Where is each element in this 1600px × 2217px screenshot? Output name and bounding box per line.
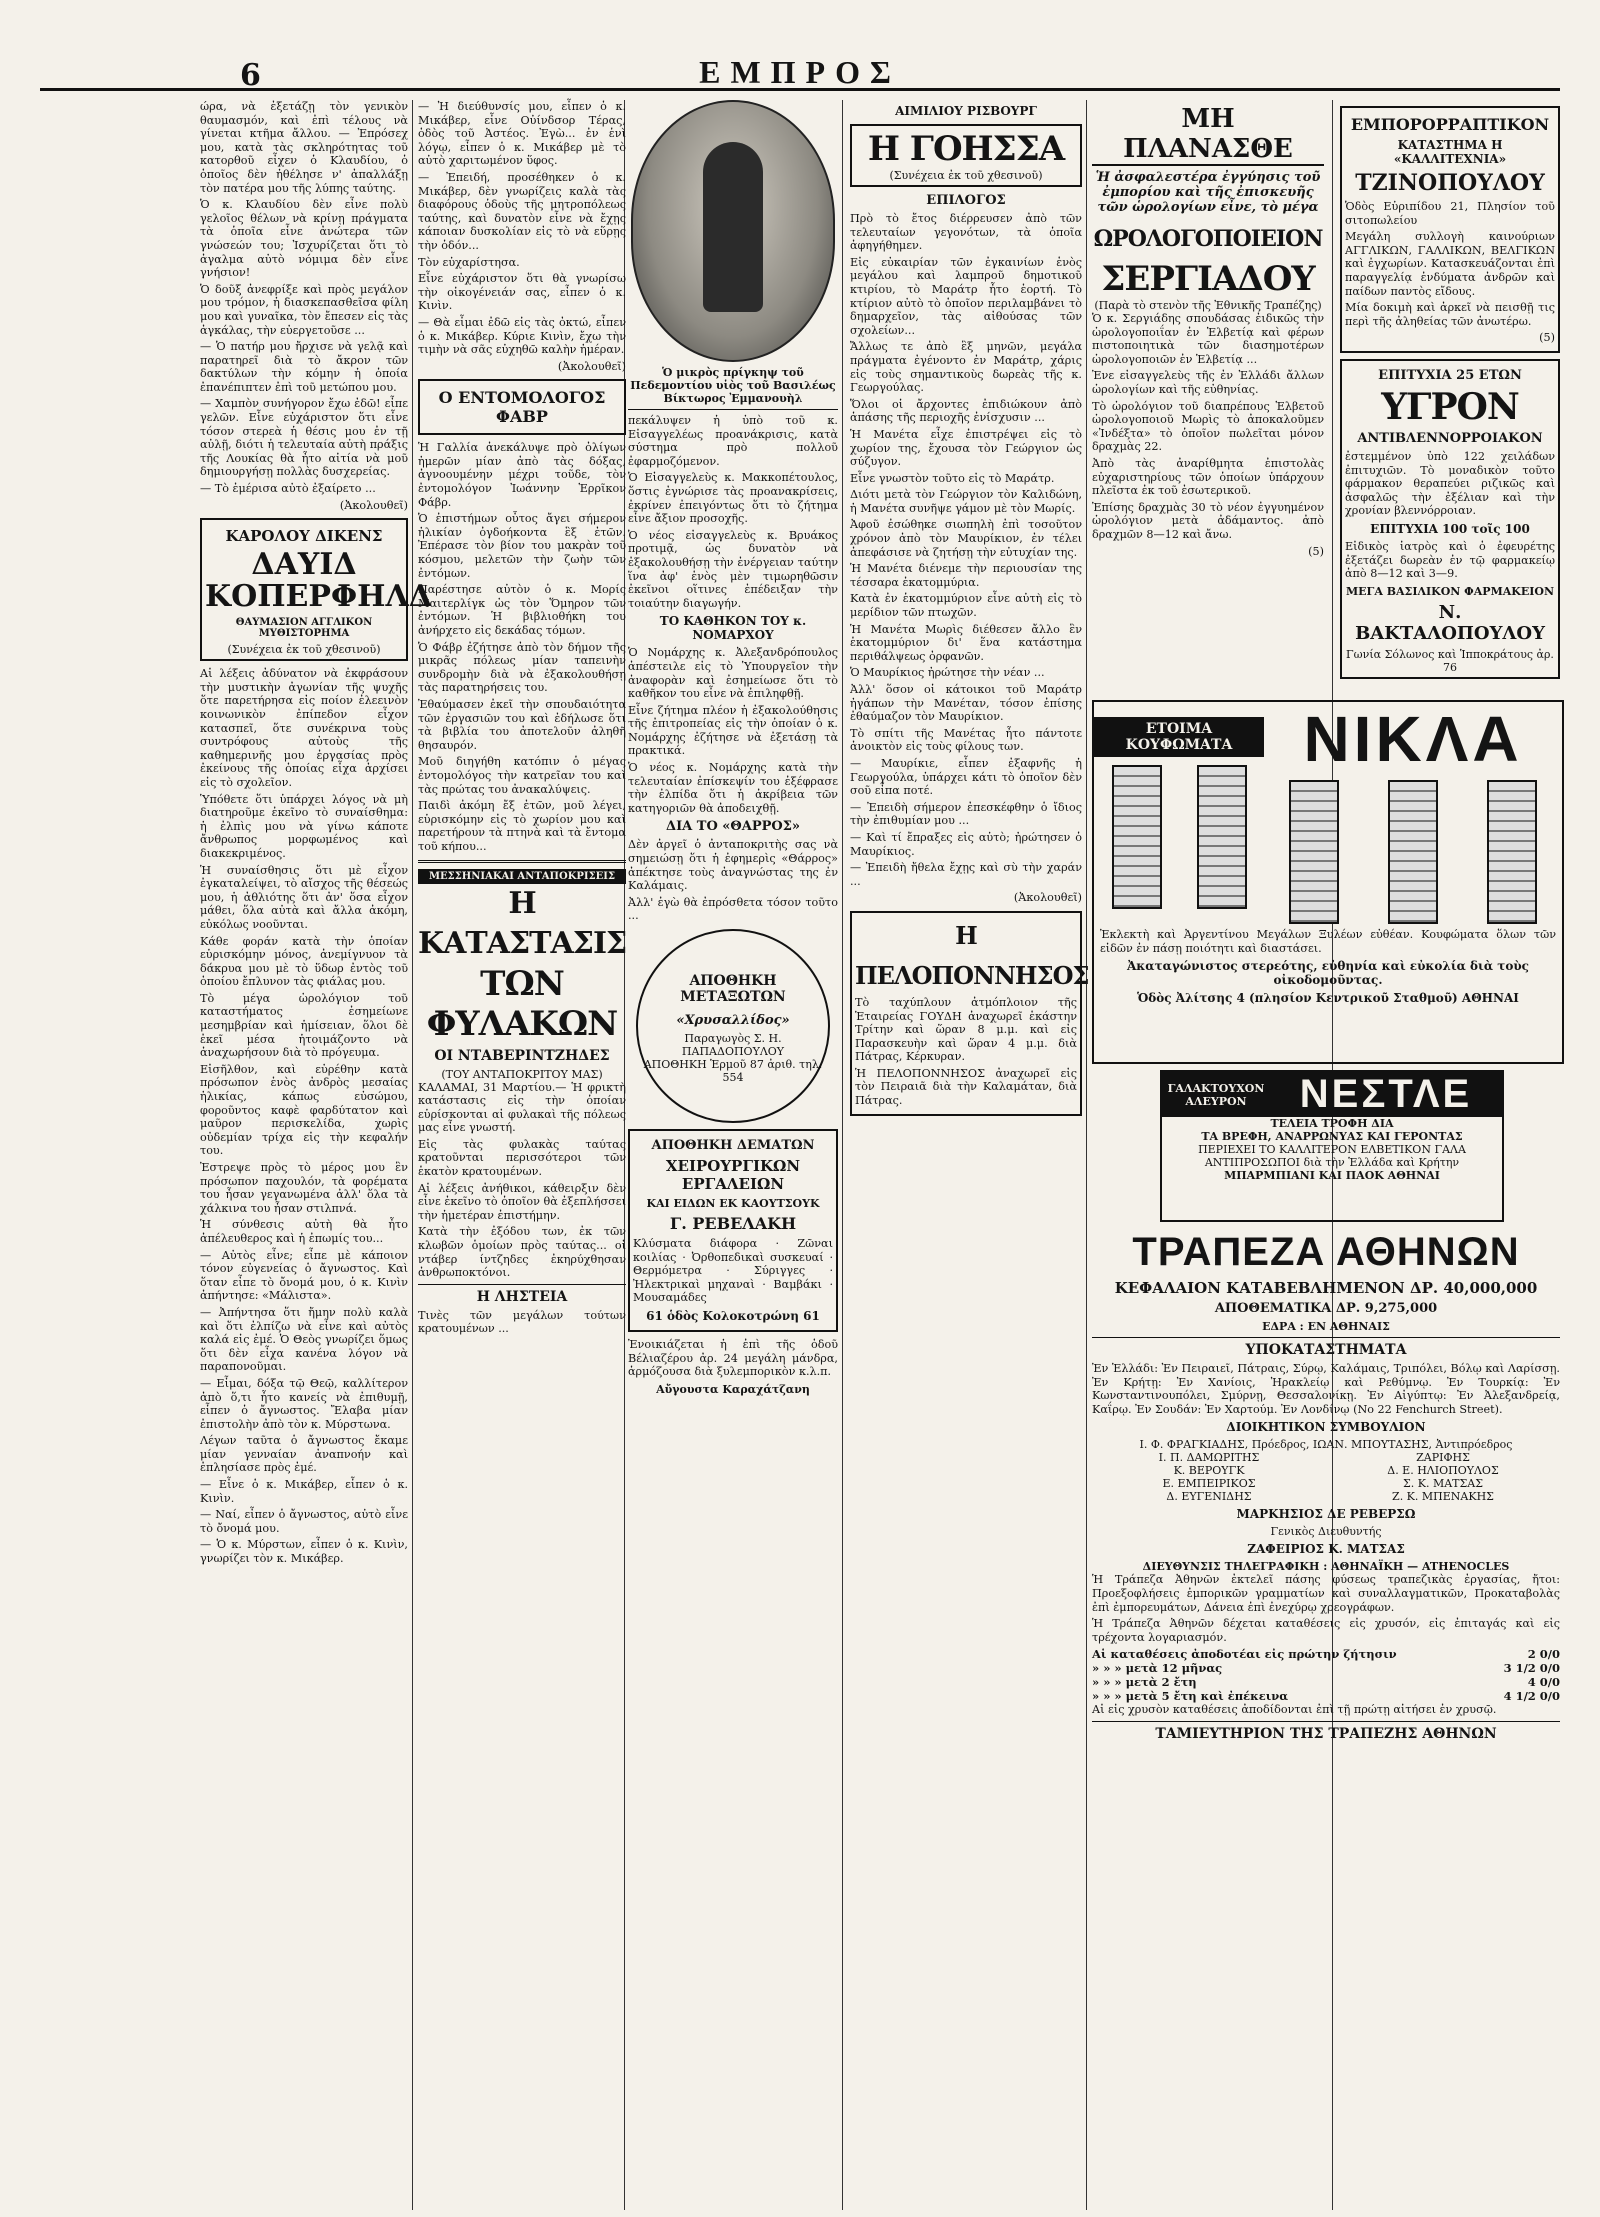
branches-heading: ΥΠΟΚΑΤΑΣΤΗΜΑΤΑ xyxy=(1245,1342,1407,1358)
paragraph: — Ἐπειδὴ σήμερον ἐπεσκέφθην ὁ ἴδιος τὴν ἐπιθυμίαν μου ... xyxy=(850,800,1082,828)
paragraph: Ὁδὸς Εὐριπίδου 21, Πλησίον τοῦ σιτοπωλείου xyxy=(1345,200,1555,227)
board-member: ΖΑΡΙΦΗΣ xyxy=(1416,1451,1470,1465)
paragraph: Μεγάλη συλλογὴ καινούριων ΑΓΓΛΙΚΩΝ, ΓΑΛΛΙΚΩΝ, ΒΕΛΓΙΚΩΝ καὶ ἐγχωρίων. Κατασκευάζονται ἐπὶ παραγγελίᾳ ἐνδύματα ἀνδρῶν καὶ παίδων παντὸς εἴδους. xyxy=(1345,230,1555,298)
bank-capital: ΚΕΦΑΛΑΙΟΝ ΚΑΤΑΒΕΒΛΗΜΕΝΟΝ ΔΡ. 40,000,000 xyxy=(1114,1279,1538,1297)
telegraph-address: ΔΙΕΥΘΥΝΣΙΣ ΤΗΛΕΓΡΑΦΙΚΗ : ΑΘΗΝΑΪΚΗ — ATHENOCLES xyxy=(1142,1560,1510,1574)
paragraph: Ἐθαύμασεν ἐκεῖ τὴν σπουδαιότητα τῶν ἐργασιῶν του καὶ ἐδήλωσε ὅτι τὰ βιβλία του ἀποτελοῦν ἀληθῆ θησαυρόν. xyxy=(418,697,626,752)
paragraph: Ἐπίσης δραχμὰς 30 τὸ νέον ἐγγυημένον ὡρολόγιον μετὰ ἀδάμαντος. ἀπὸ δραχμῶν 8—12 καὶ ἄνω. xyxy=(1092,500,1324,541)
board-member: Δ. Ε. ΗΛΙΟΠΟΥΛΟΣ xyxy=(1387,1464,1499,1478)
general-director-label: Γενικὸς Διευθυντής xyxy=(1270,1525,1382,1539)
rate-value: 4 0/0 xyxy=(1527,1675,1560,1690)
ad-tagline: Ἡ ἀσφαλεστέρα ἐγγύησις τοῦ ἐμπορίου καὶ τῆς ἐπισκευῆς τῶν ὡρολογίων εἶνε, τὸ μέγα xyxy=(1095,170,1321,215)
paragraph: Λέγων ταῦτα ὁ ἄγνωστος ἔκαμε μίαν γενναίαν ἀναπνοήν καὶ ἐπλησίασε πρὸς ἐμέ. xyxy=(200,1434,408,1475)
store-name: «Χρυσαλλίδος» xyxy=(676,1012,790,1028)
section-title-box xyxy=(418,379,626,435)
serial-header xyxy=(850,124,1082,187)
surgical-store-ad xyxy=(628,1129,838,1332)
paragraph: Ὁ Μαυρίκιος ἠρώτησε τὴν νέαν ... xyxy=(850,666,1045,680)
branches-list: Ἐν Ἑλλάδι: Ἐν Πειραιεῖ, Πάτραις, Σύρῳ, Καλάμαις, Τριπόλει, Βόλῳ καὶ Λαρίσσῃ. Ἐν Κρήτῃ: Ἐν Χανίοις, Ἡρακλείῳ καὶ Ρεθύμνῳ. Ἐν Τουρκίᾳ: Ἐν Κωνσταντινουπόλει, Σμύρνῃ, Θεσσαλονίκῃ. Ἐν Αἰγύπτῳ: Ἐν Ἀλεξανδρείᾳ, Καΐρῳ. Ἐν Σουδάν: Ἐν Χαρτούμ. Ἐν Λονδίνῳ (No 22 Fenchurch Street). xyxy=(1092,1362,1560,1416)
paragraph: Ἀπὸ τὰς ἀναρίθμητα ἐπιστολὰς εὐχαριστηρίους τῶν ὁποίων ὑπάρχουν πλεῖστα ἐκ τοῦ ἐσωτερικοῦ. xyxy=(1092,456,1324,498)
ad-title: ΑΠΟΘΗΚΗ ΔΕΜΑΤΩΝ xyxy=(651,1138,815,1153)
paragraph: Εἶνε εὐχάριστον ὅτι θὰ γνωρίσω τὴν οἰκογένειάν σας, εἶπεν ὁ κ. Κινὶν. xyxy=(418,272,626,313)
serial-subtitle: ΘΑΥΜΑΣΙΟΝ ΑΓΓΛΙΚΟΝ ΜΥΘΙΣΤΟΡΗΜΑ xyxy=(235,617,373,640)
epilogue-heading: ΕΠΙΛΟΓΟΣ xyxy=(926,193,1006,208)
ad-subhead: ΑΝΤΙΒΛΕΝΝΟΡΡΟΙΑΚΟΝ xyxy=(1357,430,1543,446)
paragraph: Ἡ Μανέτα εἶχε ἐπιστρέψει εἰς τὸ χωρίον της, ἔχουσα τὸν Γεώργιον ὡς σύζυγον. xyxy=(850,427,1082,469)
serial-title: Η ΓΟΗΣΣΑ xyxy=(867,129,1065,169)
board-member: Ζ. Κ. ΜΠΕΝΑΚΗΣ xyxy=(1392,1490,1494,1504)
shop-title: ΩΡΟΛΟΓΟΠΟΙΕΙΟΝ xyxy=(1093,226,1323,252)
divider xyxy=(1092,1337,1560,1338)
ad-preheading: ΕΠΙΤΥΧΙΑ 25 ΕΤΩΝ xyxy=(1378,367,1522,383)
paragraph: Ὅλοι οἱ ἄρχοντες ἐπιδιώκουν ἀπὸ ἁπάσης τῆς περιοχῆς ἐνίσχυσιν ... xyxy=(850,397,1082,425)
board-member: Ι. Π. ΔΑΜΩΡΙΤΗΣ xyxy=(1158,1451,1260,1465)
pharmacy-address: Γωνία Σόλωνος καὶ Ἱπποκράτους ἀρ. 76 xyxy=(1346,647,1554,674)
rate-row xyxy=(1092,1689,1560,1703)
paragraph: Τὸ σπίτι τῆς Μανέτας ἦτο πάντοτε ἀνοικτὸν εἰς τοὺς φίλους των. xyxy=(850,726,1082,754)
door-illustration xyxy=(1264,776,1562,928)
section-title: ΔΙΑ ΤΟ «ΘΑΡΡΟΣ» xyxy=(665,819,801,835)
store-address: ΑΠΟΘΗΚΗ Ἑρμοῦ 87 ἀριθ. τηλ. 554 xyxy=(643,1057,823,1084)
paragraph: Εἶνε γνωστὸν τοῦτο εἰς τὸ Μαράτρ. xyxy=(850,471,1055,485)
board-member: Κ. ΒΕΡΟΥΓΚ xyxy=(1173,1464,1245,1478)
paragraph: — Ἐπειδὴ ἤθελα ἔχῃς καὶ σὺ τὴν χαράν ... xyxy=(850,861,1082,888)
column-3 xyxy=(628,100,838,1400)
paragraph: Εἰς εὐκαιρίαν τῶν ἐγκαινίων ἑνὸς μεγάλου καὶ λαμπροῦ δημοτικοῦ κτιρίου, τὸ Μαράτρ ἦτο ἑορτή. Τὸ κτίριον αὐτὸ τὸ ὁποῖον περιλαμβάνει τὸ δημαρχεῖον, τὰς αἰθούσας τῶν σχολείων... xyxy=(850,255,1082,337)
paragraph: Τὸν εὐχαρίστησα. xyxy=(418,255,520,269)
paragraph: — Εἶμαι, δόξα τῷ Θεῷ, καλλίτερον ἀπὸ ὅ,τι ἦτο κανείς νὰ ἐπιθυμῇ, εἶπεν ὁ ἄγνωστος. Ἔλαβα μίαν ἐπιστολὴν ἀπὸ τὸν κ. Μύρστωνα. xyxy=(200,1376,408,1431)
masthead: ΕΜΠΡΟΣ xyxy=(699,54,901,90)
rate-value: 3 1/2 0/0 xyxy=(1503,1661,1560,1676)
paragraph: Μία δοκιμὴ καὶ ἀρκεῖ νὰ πεισθῇ τις περὶ τῆς ἀληθείας τῶν ἀνωτέρω. xyxy=(1345,301,1555,328)
board-member: Δ. ΕΥΓΕΝΙΔΗΣ xyxy=(1166,1490,1252,1504)
divider xyxy=(1092,1721,1560,1722)
door-illustration xyxy=(1094,761,1264,913)
paragraph: Κατὰ ἐν ἑκατομμύριον εἶνε αὐτὴ εἰς τὸ μερίδιον τῶν πτωχῶν. xyxy=(850,592,1082,620)
pharmacy-name: Ν. ΒΑΚΤΑΛΟΠΟΥΛΟΥ xyxy=(1355,601,1545,644)
general-director: ΖΑΦΕΙΡΙΟΣ Κ. ΜΑΤΣΑΣ xyxy=(1247,1542,1405,1557)
paragraph: Ὁ κ. Σεργιάδης σπουδάσας ἐιδικῶς τὴν ὡρολογοποιΐαν ἐν Ἑλβετίᾳ καὶ φέρων πιστοποιητικὰ τῶν διασημοτέρων ὡρολογοποιῶν ἐν Ἑλβετίᾳ ... xyxy=(1092,312,1324,366)
door-icon xyxy=(1112,765,1162,909)
paragraph: Παιδὶ ἀκόμη ἔξ ἐτῶν, μοῦ λέγει, εὑρισκόμην εἰς τὸ χωρίον μου καὶ παρετήρουν τὰ πτηνὰ καὶ τὰ ἔντομα τοῦ κήπου... xyxy=(418,799,626,853)
ad-line: ΠΕΡΙΕΧΕΙ ΤΟ ΚΑΛΛΙΤΕΡΟΝ ΕΛΒΕΤΙΚΟΝ ΓΑΛΑ xyxy=(1198,1143,1466,1156)
paragraph: Τὸ μέγα ὡρολόγιον τοῦ καταστήματος ἐσημείωνε μεσημβρίαν καὶ ἡμίσειαν, ὅλοι δὲ ἐκεῖ μέσα ἡτοιμάζοντο νὰ ἀναχωρήσουν διὰ τὸ πρόγευμα. xyxy=(200,991,408,1060)
paragraph: Ἐνοικιάζεται ἡ ἐπὶ τῆς ὁδοῦ Βέλιαζέρου ἀρ. 24 μεγάλη μάνδρα, ἁρμόζουσα διὰ ξυλεμπορικὸν κ.λ.π. xyxy=(628,1337,838,1379)
rate-label: » » » μετὰ 5 ἔτη καὶ ἐπέκεινα xyxy=(1092,1689,1289,1704)
column-5 xyxy=(1092,100,1324,690)
paragraph: Ἡ Τράπεζα Ἀθηνῶν δέχεται καταθέσεις εἰς χρυσόν, εἰς ἐπιταγάς καὶ εἰς τρέχοντα λογαριασμόν. xyxy=(1092,1617,1560,1644)
paragraph: Δὲν ἀργεῖ ὁ ἀνταποκριτὴς σας νὰ σημειώσῃ ὅτι ἡ ἐφημερὶς «Θάρρος» ἀπέκτησε τοὺς ἀναγνώστας της ἐν Καλάμαις. xyxy=(628,838,838,893)
ad-label: ΕΤΟΙΜΑ ΚΟΥΦΩΜΑΤΑ xyxy=(1094,717,1264,757)
board-member: ΜΑΡΚΗΣΙΟΣ ΔΕ ΡΕΒΕΡΣΩ xyxy=(1236,1507,1416,1522)
signature: Αὔγουστα Καραχάτζανη xyxy=(656,1382,810,1396)
savings-heading: ΤΑΜΙΕΥΤΗΡΙΟΝ ΤΗΣ ΤΡΑΠΕΖΗΣ ΑΘΗΝΩΝ xyxy=(1155,1725,1497,1742)
prince-photo xyxy=(631,100,835,362)
serial-author: ΚΑΡΟΛΟΥ ΔΙΚΕΝΣ xyxy=(225,527,383,546)
paragraph: Ἡ συναίσθησις ὅτι μὲ εἶχον ἐγκαταλείψει, τὸ αἴσχος τῆς θέσεώς μου, ἡ ἀθλιότης ὅτι ἀν' ὅσα εἶχον μάθει, ὅλα αὐτὰ καὶ ἄλλα ἀκόμη, εὐκόλως νοοῦνται. xyxy=(200,863,408,931)
paragraph: Ἡ σύνθεσις αὐτὴ θὰ ἦτο ἀπέλευθερος καὶ ἡ ἐπωμίς του... xyxy=(200,1218,408,1245)
ad-owner: ΤΖΙΝΟΠΟΥΛΟΥ xyxy=(1355,170,1545,196)
shop-location: (Παρὰ τὸ στενὸν τῆς Ἐθνικῆς Τραπέζης) xyxy=(1094,299,1322,312)
paragraph: Τὸ ὡρολόγιον τοῦ διαπρέπους Ἑλβετοῦ ὡρολογοποιοῦ Μωρὶς τὸ ἀποκαλοῦμεν «Ἰνδέξτα» τὸ ὁποῖον πωλεῖται μόνον δραχμὰς 22. xyxy=(1092,399,1324,454)
paragraph: Ἡ Μανέτα Μωρὶς διέθεσεν ἄλλο ἓν ἑκατομμύριον δι' ἕνα κατάστημα περιθάλψεως ὀρφανῶν. xyxy=(850,622,1082,663)
pharmacy-label: ΜΕΓΑ ΒΑΣΙΛΙΚΟΝ ΦΑΡΜΑΚΕΙΟΝ xyxy=(1345,584,1555,598)
serial-header xyxy=(200,518,432,661)
board-chair: Ι. Φ. ΦΡΑΓΚΙΑΔΗΣ, Πρόεδρος, ΙΩΑΝ. ΜΠΟΥΤΑΣΗΣ, Ἀντιπρόεδρος xyxy=(1139,1438,1513,1452)
rate-label: » » » μετὰ 2 ἔτη xyxy=(1092,1675,1197,1690)
correspondence-label: ΜΕΣΣΗΝΙΑΚΑΙ ΑΝΤΑΠΟΚΡΙΣΕΙΣ xyxy=(418,869,626,884)
paragraph: Ὁ νέος κ. Νομάρχης κατὰ τὴν τελευταίαν ἐπίσκεψίν του ἐξέφρασε τὴν ἐλπίδα ὅτι ἡ ἀκρίβεια τῶν κατηγοριῶν θὰ ἀποδειχθῇ. xyxy=(628,761,838,815)
ad-slogan: Ἀκαταγώνιστος στερεότης, εὐθηνία καὶ εὐκολία διὰ τοὺς οἰκοδομοῦντας. xyxy=(1127,959,1529,988)
rate-label: Αἱ καταθέσεις ἀποδοτέαι εἰς πρώτην ζήτησιν xyxy=(1092,1647,1397,1662)
paragraph: Ὁ Φάβρ ἐζήτησε ἀπὸ τὸν δήμον τῆς μικρᾶς πόλεως μίαν ταπεινὴν συνδρομὴν διὰ νὰ ἐξακολουθήσῃ τὰς παρατηρήσεις του. xyxy=(418,640,626,695)
medicine-ad xyxy=(1340,359,1560,679)
paragraph: Αἱ λέξεις ἀδύνατον νὰ ἐκφράσουν τὴν μυστικὴν ἀγωνίαν τῆς ψυχῆς ὅτε παρετήρησα εἰς ποίον ἐλεεινὸν κοινωνικὸν ἐπίπεδον εἶχον κατασπεῖ, ὅτε συνέκρινα τοὺς συντρόφους αὐτοὺς τῆς καθημερινῆς μου ἐργασίας πρὸς ἐκείνους τῆς ὁποίας εἶχα ἀρχίσει εἰς τὸ σχολεῖον. xyxy=(200,667,408,789)
ship-name: Η ΠΕΛΟΠΟΝΝΗΣΟΣ xyxy=(855,920,1089,990)
door-icon xyxy=(1388,780,1438,924)
ad-headline: ΝΕΣΤΛΕ xyxy=(1299,1072,1473,1116)
column-6 xyxy=(1340,100,1560,690)
paragraph: ἐστεμμένον ὑπὸ 122 χειλάδων ἐπιτυχιῶν. Τὸ μοναδικὸν τοῦτο φάρμακον θεραπεύει ριζικῶς καὶ ἀσφαλῶς τὴν ἐξέλιαν καὶ τὴν χρονίαν βλεννόρροιαν. xyxy=(1345,449,1555,518)
rate-value: 2 0/0 xyxy=(1527,1647,1560,1662)
nestle-ad xyxy=(1160,1070,1504,1222)
bank-reserve: ΑΠΟΘΕΜΑΤΙΚΑ ΔΡ. 9,275,000 xyxy=(1214,1301,1438,1316)
ad-headline: ΧΕΙΡΟΥΡΓΙΚΩΝ ΕΡΓΑΛΕΙΩΝ xyxy=(665,1157,801,1193)
paragraph: — Ὁ πατήρ μου ἤρχισε νὰ γελᾷ καὶ παρατηρεῖ διὰ τὸ ἄκρον τῶν δακτύλων τὴν κόμην ἡ ὁποία ἐπανέπιπτεν ἐπὶ τοῦ μετώπου μου. xyxy=(200,340,408,394)
paragraph: Τινὲς τῶν μεγάλων τούτων κρατουμένων ... xyxy=(418,1308,626,1336)
to-be-continued: (Ἀκολουθεῖ) xyxy=(557,359,626,373)
paragraph: Ἡ Μανέτα διένεμε τὴν περιουσίαν της τέσσαρα ἐκατομμύρια. xyxy=(850,562,1082,589)
ad-code: (5) xyxy=(1308,544,1324,558)
paragraph: — Ἀπήντησα ὅτι ἤμην πολὺ καλὰ καὶ ὅτι ἐλπίζω νὰ εἶνε καὶ αὐτὸς καλά εἰς ἐμέ. Ὁ Θεὸς γνωρίζει ὅμως ὅτι δὲν εἶχα κανένα λόγον νὰ παραπονοῦμαι. xyxy=(200,1305,408,1374)
ad-headline: ΝΙΚΛΑ xyxy=(1303,703,1523,775)
column-rule xyxy=(412,100,413,2210)
board-member: Σ. Κ. ΜΑΤΣΑΣ xyxy=(1402,1477,1484,1491)
board-members xyxy=(1092,1451,1560,1503)
paragraph: Εἰς τὰς φυλακὰς ταύτας κρατοῦνται περισσότεροι τῶν ἑκατὸν κρατουμένων. xyxy=(418,1137,626,1179)
photo-caption: Ὁ μικρὸς πρίγκηψ τοῦ Πεδεμοντίου υἱὸς τοῦ Βασιλέως Βίκτωρος Ἐμμανουὴλ xyxy=(630,366,836,405)
rate-label: » » » μετὰ 12 μῆνας xyxy=(1092,1661,1223,1676)
column-2 xyxy=(418,100,626,1339)
paragraph: — Ἐπειδή, προσέθηκεν ὁ κ. Μικάβερ, δὲν γνωρίζεις καλὰ τὰς διαφόρους ὁδοὺς τῆς μητροπόλεως ταύτης, καὶ δυνατὸν εἶνε νὰ ἔχῃς κάποιαν δυσκολίαν εἰς τὸ νὰ εὕρῃς τὴν ὁδόν... xyxy=(418,170,626,252)
column-4 xyxy=(850,100,1089,1122)
ad-subhead: ΚΑΤΑΣΤΗΜΑ Η «ΚΑΛΛΙΤΕΧΝΙΑ» xyxy=(1393,138,1507,166)
rate-row xyxy=(1092,1647,1560,1661)
ad-list: Κλύσματα διάφορα · Ζῶναι κοιλίας · Ὀρθοπεδικαὶ συσκευαί · Θερμόμετρα · Σύριγγες · Ἠλεκτρικαὶ μηχαναὶ · Βαμβάκι · Μουσαμάδες xyxy=(633,1237,833,1305)
paragraph: — Καὶ τί ἔπραξες εἰς αὐτὸ; ἠρώτησεν ὁ Μαυρίκιος. xyxy=(850,830,1082,858)
paragraph: Παρέστησε αὐτὸν ὁ κ. Μορίς Μαιτερλίγκ ὡς τὸν Ὅμηρον τῶν ἐντόμων. Ἡ βιβλιοθήκη του ἀνήρχετο εἰς δεκάδας τόμων. xyxy=(418,583,626,637)
store-owner: Παραγωγὸς Σ. Η. ΠΑΠΑΔΟΠΟΥΛΟΥ xyxy=(681,1031,785,1058)
ad-subtitle: ΚΑΙ ΕΙΔΩΝ ΕΚ ΚΑΟΥΤΣΟΥΚ xyxy=(646,1197,820,1210)
to-be-continued: (Ἀκολουθεῖ) xyxy=(1013,891,1082,905)
section-title: ΤΟ ΚΑΘΗΚΟΝ ΤΟΥ κ. ΝΟΜΑΡΧΟΥ xyxy=(659,614,807,643)
paragraph: Ἡ Γαλλία ἀνεκάλυψε πρὸ ὀλίγων ἡμερῶν μίαν ἀπὸ τὰς δόξας, ἀγνοουμένην μέχρι τοῦδε, τὸν ἐντομολόγον Ἰωάννην Ἑρρῖκον Φάβρ. xyxy=(418,441,626,509)
paragraph: Ἀλλ' ὅσον οἱ κάτοικοι τοῦ Μαράτρ ἠγάπων τὴν Μανέταν, τόσον ἐπίσης ἐθαύμαζον τὸν Μαυρίκιον. xyxy=(850,683,1082,724)
paragraph: ΚΑΛΑΜΑΙ, 31 Μαρτίου.— Ἡ φρικτὴ κατάστασις εἰς τὴν ὁποίαν εὑρίσκονται αἱ φυλακαὶ τῆς πόλεως μας εἶνε γνωστή. xyxy=(418,1080,626,1135)
nikla-ad xyxy=(1092,700,1564,1064)
shipping-ad xyxy=(850,911,1089,1116)
paragraph: Τὸ ταχύπλουν ἀτμόπλοιον τῆς Ἑταιρείας ΓΟΥΔΗ ἀναχωρεῖ ἑκάστην Τρίτην καὶ ὥραν 8 μ.μ. καὶ εἰς Παρασκευὴν καὶ ὥραν 4 μ.μ. διὰ Πάτρας, Κέρκυραν. xyxy=(855,995,1077,1064)
paragraph: — Τὸ ἐμέρισα αὐτὸ ἐξαίρετο ... xyxy=(200,482,376,496)
door-icon xyxy=(1289,780,1339,924)
paragraph: — Χαμπὸν συνήγορον ἔχω ἐδῶ! εἶπε γελῶν. Εἶνε εὐχάριστον ὅτι εἶνε τόσον στερεὰ ἡ θέσις μου ἐν τῇ αὐλῇ, διότι ἡ τελευταία αὐτὴ πράξις τῆς Λουκίας θὰ ἦτο αἰτία νὰ μοῦ δημιουργήσῃ πολλὰς δυσχερείας. xyxy=(200,397,408,479)
paragraph: — Ὁ κ. Μύρστων, εἶπεν ὁ κ. Κινὶν, γνωρίζει τὸν κ. Μικάβερ. xyxy=(200,1538,408,1566)
correspondence-headline: ΤΩΝ ΦΥΛΑΚΩΝ xyxy=(426,963,618,1044)
paragraph: Ὁ ἐπιστήμων οὗτος ἄγει σήμερον ἡλικίαν ὀγδοήκοντα ἓξ ἐτῶν. Ἐπέρασε τὸν βίον του μακρὰν τοῦ κόσμου, μελετῶν τὴν ζωὴν τῶν ἐντόμων. xyxy=(418,512,626,580)
paragraph: Εἰδικὸς ἰατρὸς καὶ ὁ ἐφευρέτης ἐξετάζει δωρεὰν ἐν τῷ φαρμακείῳ ἀπὸ 8—12 καὶ 3—9. xyxy=(1345,539,1555,581)
serial-continuation: (Συνέχεια ἐκ τοῦ χθεσινοῦ) xyxy=(889,169,1043,182)
serial-continuation: (Συνέχεια ἐκ τοῦ χθεσινοῦ) xyxy=(227,643,381,657)
divider xyxy=(418,1284,626,1285)
paragraph: Ὁ νέος εἰσαγγελεὺς κ. Βρυάκος προτιμᾷ, ὡς δυνατὸν νὰ ἐξακολουθήσῃ τὴν ἐνέργειαν ταύτην ἵνα ἀφ' ἑνὸς μὲν τιμωρηθῶσιν ἐκεῖνοι οἵτινες ἐπέδειξαν τὴν τοιαύτην διαγωγήν. xyxy=(628,528,838,610)
rate-row xyxy=(1092,1675,1560,1689)
rate-row xyxy=(1092,1661,1560,1675)
paragraph: — Θὰ εἶμαι ἐδῶ εἰς τὰς ὀκτώ, εἶπεν ὁ κ. Μικάβερ. Κύριε Κινὶν, ἔχω τὴν τιμὴν νὰ σᾶς εὐχηθῶ καλὴν ἡμέραν. xyxy=(418,315,626,357)
column-1 xyxy=(200,100,432,1569)
correspondence-subhead: ΟΙ ΝΤΑΒΕΡΙΝΤΖΗΔΕΣ xyxy=(434,1047,610,1064)
paragraph: Ὁ δοῦξ ἀνεφρίξε καὶ πρὸς μεγάλον μου τρόμον, ἡ διασκεπασθεῖσα φίλη μου καὶ γυναῖκα, τὸν ἔπεσεν εἰς τὰς ἀγκάλας, τὴν εὐεργετοῦσε ... xyxy=(200,282,408,337)
paragraph: Εἰσῆλθον, καὶ εὑρέθην κατὰ πρόσωπον ἑνὸς ἀνδρὸς μεσαίας ἡλικίας, κάπως εὐσώμου, φοροῦντος καφὲ φαρδύτατον καὶ μαῦρον περισκελίδα, χωρὶς οὐδεμίαν τρίχα εἰς τὴν κεφαλήν του. xyxy=(200,1062,408,1158)
section-title: Ο ΕΝΤΟΜΟΛΟΓΟΣ ΦΑΒΡ xyxy=(438,388,606,427)
paragraph: Ἄλλως τε ἀπὸ ἓξ μηνῶν, μεγάλα πράγματα ἐγένοντο ἐν Μαράτρ, χάρις εἰς τοὺς σημαντικοὺς δωρεὰς τῆς κ. Γεωργούλας. xyxy=(850,340,1082,395)
paragraph: — Εἶνε ὁ κ. Μικάβερ, εἶπεν ὁ κ. Κινὶν. xyxy=(200,1478,408,1505)
paragraph: Ἐνε εἰσαγγελεὺς τῆς ἐν Ἑλλάδι ἄλλων ὡρολογίων καὶ τῆς εὐθηνίας. xyxy=(1092,369,1324,396)
paragraph: πεκάλυψεν ἡ ὑπὸ τοῦ κ. Εἰσαγγελέως προανάκρισις, κατὰ σύστημα πρὸ πολλοῦ ἐφαρμοζόμενον. xyxy=(628,414,838,468)
column-rule xyxy=(1086,100,1087,2210)
paragraph: Ἀφοῦ ἐσώθηκε σιωπηλὴ ἐπὶ τοσοῦτον χρόνον ἀπὸ τὸν Μαυρίκιον, ἐν τέλει ἀπεφάσισε νὰ ζητήσῃ τὴν εὐτυχίαν της. xyxy=(850,518,1082,559)
ad-headline: ΥΓΡΟΝ xyxy=(1381,385,1519,428)
bank-seat: ΕΔΡΑ : ΕΝ ΑΘΗΝΑΙΣ xyxy=(1262,1320,1390,1333)
ad-label: ΓΑΛΑΚΤΟΥΧΟΝ ΑΛΕΥΡΟΝ xyxy=(1167,1081,1265,1108)
column-rule xyxy=(842,100,843,2210)
paragraph: — Μαυρίκιε, εἶπεν ἐξαφνῆς ἡ Γεωργούλα, ὑπάρχει κάτι τὸ ὁποῖον δὲν σοῦ εἶπα ποτέ. xyxy=(850,756,1082,798)
paragraph: — Ἡ διεύθυνσίς μου, εἶπεν ὁ κ. Μικάβερ, εἶνε Οὐίνδσορ Τέρας, ὁδὸς τοῦ Ἀστέος. Ἐγὼ... ἐν ἑνὶ λόγῳ, εἶπεν ὁ κ. Μικάβερ μὲ τὸ αὐτὸ χαριτωμένον ὕφος. xyxy=(418,100,626,168)
paragraph: Ὁ κ. Κλαυδίου δὲν εἶνε πολὺ γελοῖος θέλων νὰ κρίνῃ πράγματα τὰ ὁποῖα εἶνε ἀνώτερα τῶν γνώσεών του; Ἰσχυρίζεται ὅτι τὸ ἀγαλμα αὐτὸ νόμιμα δὲν εἶνε γνήσιον! xyxy=(200,198,408,280)
photo-figure xyxy=(703,142,763,312)
rate-value: 4 1/2 0/0 xyxy=(1503,1689,1560,1704)
tailor-ad xyxy=(1340,106,1560,353)
serial-author: ΑΙΜΙΛΙΟΥ ΡΙΣΒΟΥΡΓ xyxy=(895,104,1037,118)
board-heading: ΔΙΟΙΚΗΤΙΚΟΝ ΣΥΜΒΟΥΛΙΟΝ xyxy=(1226,1420,1426,1435)
ad-line: ΤΑ ΒΡΕΦΗ, ΑΝΑΡΡΩΝΥΑΣ ΚΑΙ ΓΕΡΟΝΤΑΣ xyxy=(1201,1130,1463,1143)
paragraph: Αἱ λέξεις ἀνήθικοι, κάθειρξιν δὲν εἶνε ἐκεῖνο τὸ ὁποῖον θὰ ἐξεπλήσσει τὴν ἡμετέραν ἐπιστήμην. xyxy=(418,1181,626,1222)
divider xyxy=(628,409,838,410)
ad-code: (5) xyxy=(1539,331,1555,345)
door-icon xyxy=(1197,765,1247,909)
ad-line: ΑΝΤΙΠΡΟΣΩΠΟΙ διὰ τὴν Ἑλλάδα καὶ Κρήτην xyxy=(1204,1156,1460,1169)
paragraph: ώρα, νὰ ἐξετάζῃ τὸν γενικὸν θαυμασμόν, καὶ ἐπὶ τέλους νὰ γίνεται κτῆμα ἄλλου. — Ἐπρόσεχ μου, κατὰ τὰς σκληρότητας τοῦ κατορθοῦ εἶχεν ὁ Κλαυδίου, ὁ ὁποῖος δὲν ἠθέλησε ν' ἀπαλλάξῃ τὸν πατέρα μου τῆς λύπης ταύτης. xyxy=(200,100,408,195)
divider xyxy=(418,860,626,863)
ad-address: 61 ὁδὸς Κολοκοτρώνη 61 xyxy=(646,1308,820,1323)
paragraph: Διότι μετὰ τὸν Γεώργιον τὸν Καλιδώνη, ἡ Μανέτα συνῆψε γάμον μὲ τὸν Μωρίς. xyxy=(850,488,1082,515)
paragraph: Ἀλλ' ἐγὼ θὰ ἐπρόσθετα τόσον τοῦτο ... xyxy=(628,895,838,923)
ad-line: ΤΕΛΕΙΑ ΤΡΟΦΗ ΔΙΑ xyxy=(1270,1117,1394,1130)
paragraph: Ἡ Τράπεζα Ἀθηνῶν ἐκτελεῖ πάσης φύσεως τραπεζικὰς ἐργασίας, ἤτοι: Προεξοφλήσεις ἐμπορικῶν γραμματίων καὶ συναλλαγματικῶν, Προκαταβολὰς ἐπὶ ἐμπορευμάτων, Δάνεια ἐπὶ ἐνεχύρῳ χρεογράφων. xyxy=(1092,1573,1560,1614)
paragraph: Ἐκλεκτὴ καὶ Ἀργεντίνου Μεγάλων Ξυλέων εὐθέαν. Κουφώματα ὅλων τῶν εἰδῶν ἐν πάσῃ ποιότητι καὶ διαστάσει. xyxy=(1100,928,1556,955)
serial-title: ΔΑΥΙΔ ΚΟΠΕΡΦΗΛΔ xyxy=(205,547,432,615)
ad-line: ΜΠΑΡΜΠΙΑΝΙ ΚΑΙ ΠΑΟΚ ΑΘΗΝΑΙ xyxy=(1224,1169,1440,1182)
correspondence-byline: (ΤΟΥ ΑΝΤΑΠΟΚΡΙΤΟΥ ΜΑΣ) xyxy=(441,1067,603,1081)
paragraph: Κατὰ τὴν ἐξόδου των, ἐκ τῶν κλωβῶν ὁμοίων πρὸς ταύτας... οἱ ντάβερ ίντζηδες ἐκηρύχθησαν ἀνθρωποκτόνοι. xyxy=(418,1225,626,1280)
board-member: Ε. ΕΜΠΕΙΡΙΚΟΣ xyxy=(1162,1477,1256,1491)
silk-store-ad xyxy=(636,929,830,1123)
page-number: 6 xyxy=(240,58,261,93)
bank-ad xyxy=(1092,1230,1560,1990)
ad-owner: Γ. ΡΕΒΕΛΑΚΗ xyxy=(669,1214,797,1233)
to-be-continued: (Ἀκολουθεῖ) xyxy=(339,498,408,512)
paragraph: Μοῦ διηγήθη κατόπιν ὁ μέγας ἐντομολόγος τὴν κατρεῖαν του καὶ τὰς πρώτας του ἀνακαλύψεις. xyxy=(418,755,626,796)
paragraph: Ἡ ΠΕΛΟΠΟΝΝΗΣΟΣ ἀναχωρεῖ εἰς τὸν Πειραιᾶ διὰ τὴν Καλαμάταν, διὰ Πάτρας. xyxy=(855,1066,1077,1108)
door-icon xyxy=(1487,780,1537,924)
page-header xyxy=(40,54,1560,93)
paragraph: Κάθε φοράν κατὰ τὴν ὁποίαν εὑρισκόμην μόνος, ἀνεμίγνυον τὰ δάκρυα μου μὲ τὸ ὕδωρ ἐντὸς τοῦ ὁποίου ἔπλυνον τὰς φιάλας μου. xyxy=(200,934,408,989)
paragraph: Πρὸ τὸ ἔτος διέρρευσεν ἀπὸ τῶν τελευταίων γεγονότων, τὰ ὁποῖα ἀφηγήθημεν. xyxy=(850,212,1082,253)
ad-headline: ΜΗ ΠΛΑΝΑΣΘΕ xyxy=(1092,104,1324,166)
paragraph: Αἱ εἰς χρυσὸν καταθέσεις ἀποδίδονται ἐπὶ τῇ πρώτῃ αἰτήσει ἐν χρυσῷ. xyxy=(1092,1703,1497,1717)
ad-headline: ΕΜΠΟΡΟΡΡΑΠΤΙΚΟΝ xyxy=(1350,115,1550,134)
paragraph: Ὑπόθετε ὅτι ὑπάρχει λόγος νὰ μὴ διατηροῦμε ἐκεῖνο τὸ συναίσθημα: ἡ ἐλπὶς μου νὰ γίνω κάποτε ἄνθρωπος μορφωμένος καὶ διακεκριμένος. xyxy=(200,792,408,860)
shop-name: ΣΕΡΓΙΑΔΟΥ xyxy=(1101,259,1315,299)
ad-highlight: ΕΠΙΤΥΧΙΑ 100 τοῖς 100 xyxy=(1370,521,1530,536)
ad-address: Ὁδὸς Ἀλίτσης 4 (πλησίον Κεντρικοῦ Σταθμοῦ) ΑΘΗΝΑΙ xyxy=(1137,991,1519,1006)
correspondence-headline: Η ΚΑΤΑΣΤΑΣΙΣ xyxy=(418,885,627,961)
store-arc-title: ΑΠΟΘΗΚΗ ΜΕΤΑΞΩΤΩΝ xyxy=(680,972,786,1005)
paragraph: Ὁ Νομάρχης κ. Ἀλεξανδρόπουλος ἀπέστειλε εἰς τὸ Ὑπουργεῖον τὴν ἀναφορὰν καὶ ἐσημείωσε ὅτι τὸ καθῆκον του εἶνε νὰ ἐπιληφθῇ. xyxy=(628,646,838,701)
paragraph: Ἐστρεψε πρὸς τὸ μέρος μου ἓν πρόσωπον παχουλόν, τὰ φορέματα του ἦσαν γεγανωμένα ἀλλ' ὅλα τὰ χάλκινα του ἦσαν στιλπνά. xyxy=(200,1161,408,1215)
paragraph: Εἶνε ζήτημα πλέον ἡ ἐξακολούθησις τῆς ἐπιτροπείας εἰς τὴν ὁποίαν ὁ κ. Νομάρχης ἐζήτησε νὰ ἐξετάσῃ τὰ πρακτικά. xyxy=(628,703,838,758)
section-title: Η ΛΗΣΤΕΙΑ xyxy=(476,1288,568,1305)
paragraph: — Ναί, εἶπεν ὁ ἄγνωστος, αὐτὸ εἶνε τὸ ὄνομά μου. xyxy=(200,1508,408,1535)
bank-title: ΤΡΑΠΕΖΑ ΑΘΗΝΩΝ xyxy=(1132,1230,1520,1274)
paragraph: — Αὐτὸς εἶνε; εἶπε μὲ κάποιον τόνον εὐγενείας ὁ ἄγνωστος. Καὶ ὅταν εἶπε τὸ ὄνομά μου, ὁ κ. Κινὶν ἀπήντησε: «Μάλιστα». xyxy=(200,1248,408,1303)
interest-rates xyxy=(1092,1647,1560,1703)
paragraph: Ὁ Εἰσαγγελεὺς κ. Μακκοπέτουλος, ὅστις ἐγνώρισε τὰς προανακρίσεις, ἐκρίνεν ἐπειγόντως ὅτι τὸ ζήτημα εἶνε ἄξιον προσοχῆς. xyxy=(628,471,838,526)
